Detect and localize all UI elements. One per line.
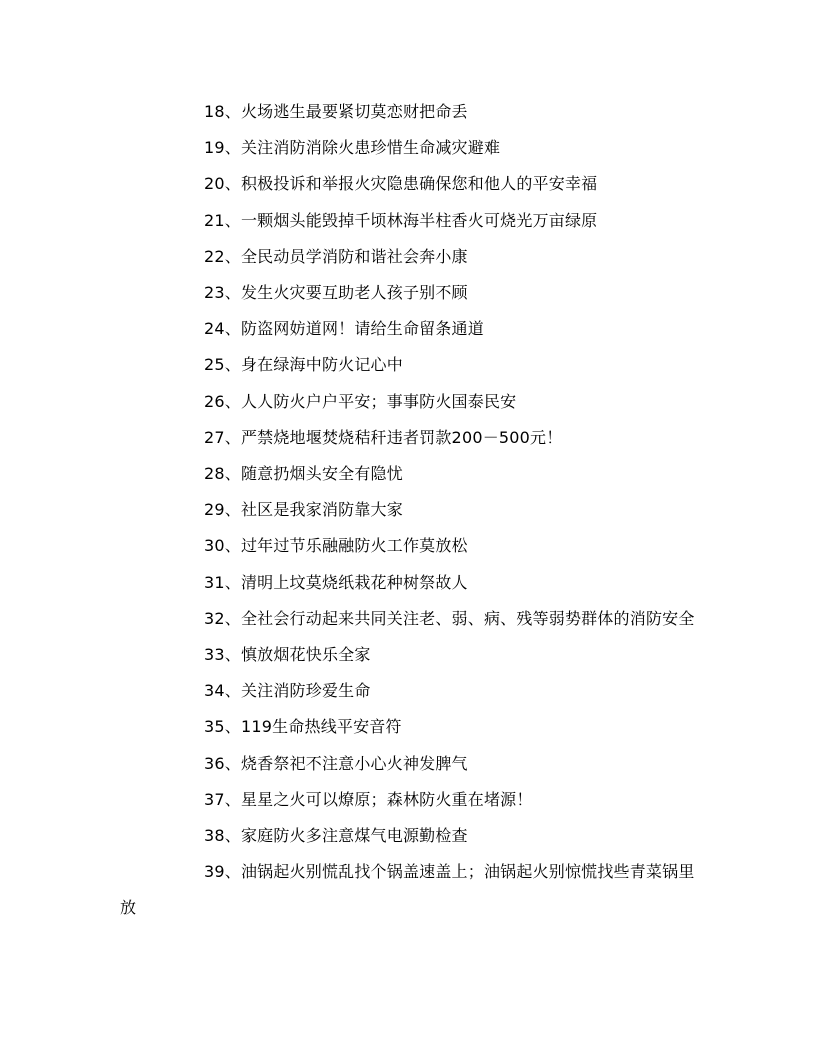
list-item: 21、一颗烟头能毁掉千顷林海半柱香火可烧光万亩绿原 bbox=[204, 210, 598, 230]
list-item: 19、关注消防消除火患珍惜生命减灾避难 bbox=[204, 138, 501, 158]
list-item: 24、防盗网妨道网！请给生命留条通道 bbox=[204, 319, 484, 339]
list-item: 38、家庭防火多注意煤气电源勤检查 bbox=[204, 826, 468, 846]
list-item: 29、社区是我家消防靠大家 bbox=[204, 500, 403, 520]
list-item: 20、积极投诉和举报火灾隐患确保您和他人的平安幸福 bbox=[204, 174, 598, 194]
list-item: 33、慎放烟花快乐全家 bbox=[204, 645, 371, 665]
list-item: 31、清明上坟莫烧纸栽花种树祭故人 bbox=[204, 572, 468, 592]
list-item: 22、全民动员学消防和谐社会奔小康 bbox=[204, 246, 468, 266]
list-item: 23、发生火灾要互助老人孩子别不顾 bbox=[204, 283, 468, 303]
list-item: 26、人人防火户户平安；事事防火国泰民安 bbox=[204, 391, 517, 411]
list-item: 18、火场逃生最要紧切莫恋财把命丢 bbox=[204, 102, 468, 121]
slogan-list bbox=[120, 94, 700, 927]
list-item: 34、关注消防珍爱生命 bbox=[204, 681, 371, 701]
list-item: 37、星星之火可以燎原；森林防火重在堵源！ bbox=[204, 789, 533, 809]
list-item: 25、身在绿海中防火记心中 bbox=[204, 355, 403, 375]
list-item: 35、119生命热线平安音符 bbox=[204, 717, 402, 737]
list-item: 30、过年过节乐融融防火工作莫放松 bbox=[204, 536, 468, 556]
list-item: 28、随意扔烟头安全有隐忧 bbox=[204, 464, 403, 484]
list-item: 39、油锅起火别慌乱找个锅盖速盖上；油锅起火别惊慌找些青菜锅里放 bbox=[120, 862, 695, 918]
list-item: 32、全社会行动起来共同关注老、弱、病、残等弱势群体的消防安全 bbox=[204, 608, 695, 628]
list-item: 36、烧香祭祀不注意小心火神发脾气 bbox=[204, 753, 468, 773]
list-item: 27、严禁烧地堰焚烧秸秆违者罚款200－500元！ bbox=[204, 427, 563, 447]
